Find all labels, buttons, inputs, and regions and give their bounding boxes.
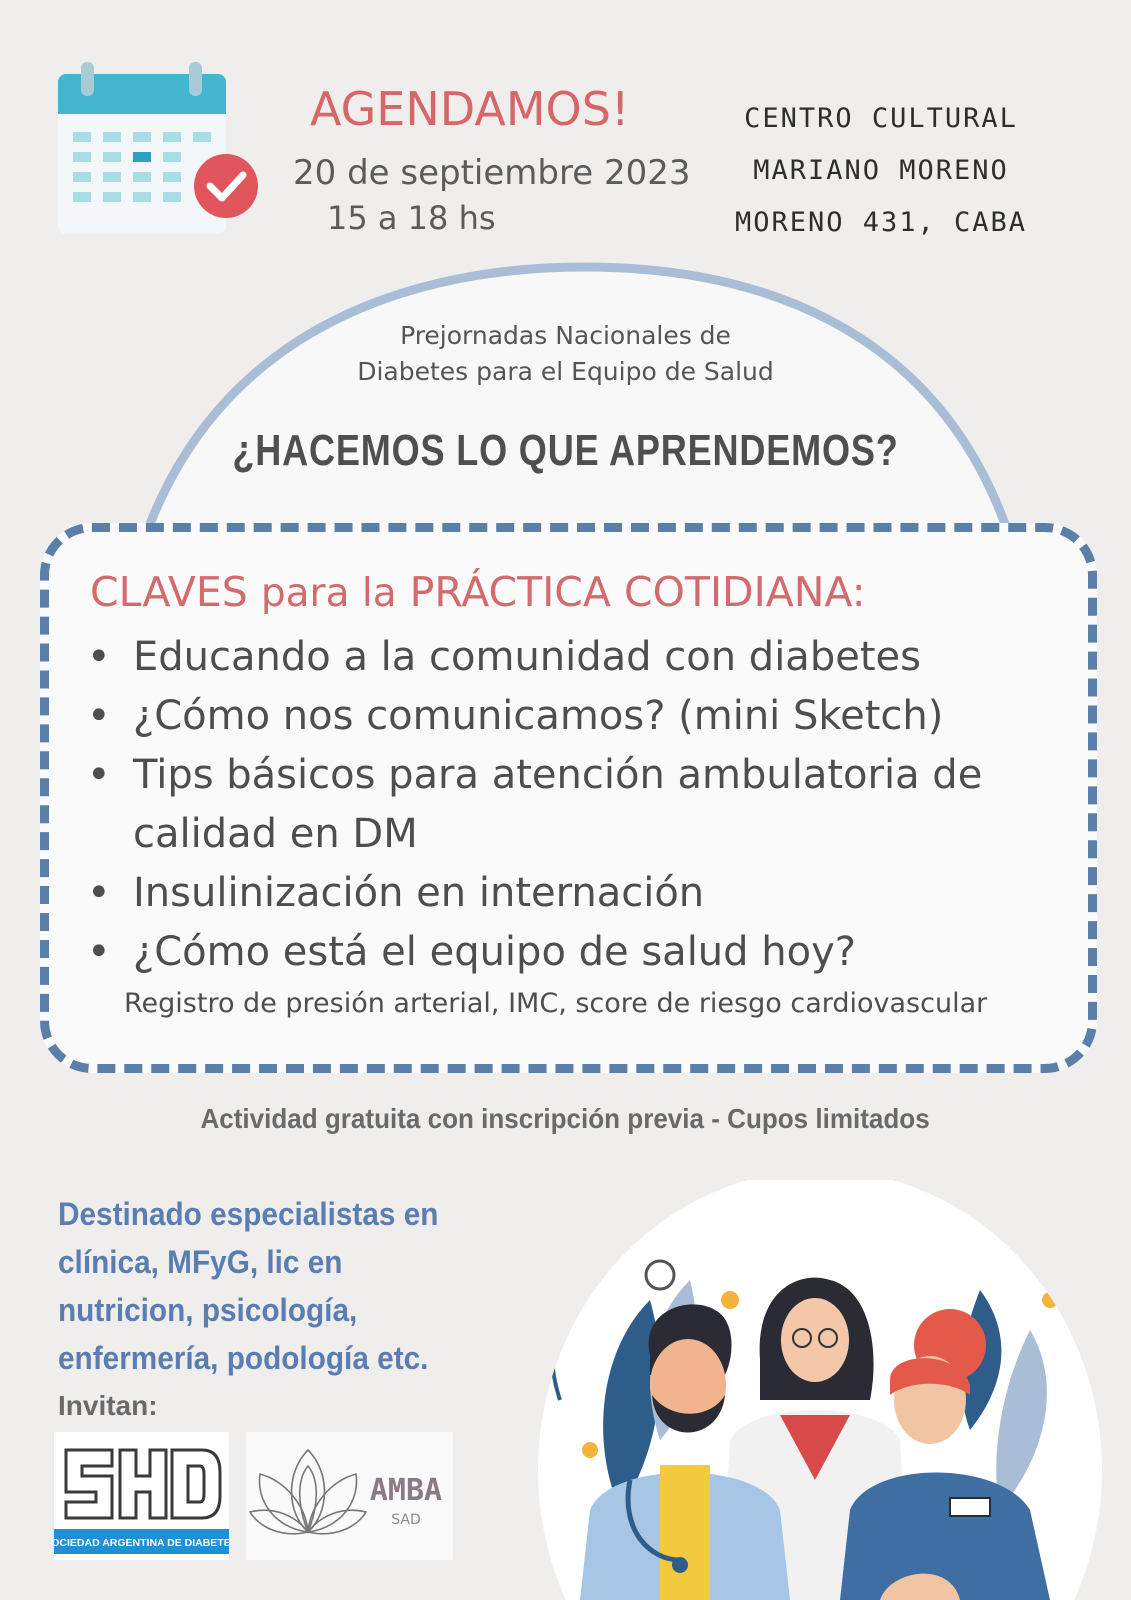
venue-line: MARIANO MORENO: [753, 155, 1009, 186]
list-item: • Insulinización en internación: [87, 870, 705, 916]
sad-banner-text: SOCIEDAD ARGENTINA DE DIABETES: [54, 1537, 229, 1549]
event-date: 20 de septiembre 2023: [293, 153, 691, 193]
amba-logo: [246, 1432, 453, 1560]
event-time: 15 a 18 hs: [327, 199, 496, 237]
health-team-illustration: [530, 1180, 1110, 1600]
venue-address: [721, 93, 1041, 249]
program-subnote: Registro de presión arterial, IMC, score de riesgo cardiovascular: [124, 988, 988, 1019]
list-item: • ¿Cómo nos comunicamos? (mini Sketch): [87, 693, 944, 739]
list-item: • Tips básicos para atención ambulatoria de calidad en DM: [87, 752, 983, 857]
sad-logo-mark: [54, 1432, 229, 1560]
invitan-label: Invitan:: [58, 1390, 158, 1421]
page-title: AGENDAMOS!: [310, 82, 630, 136]
venue-line: CENTRO CULTURAL: [744, 103, 1018, 134]
arch-decoration: [0, 262, 1131, 542]
program-list: [85, 628, 1085, 982]
program-heading: CLAVES para la PRÁCTICA COTIDIANA:: [90, 568, 866, 616]
list-item: • ¿Cómo está el equipo de salud hoy?: [87, 929, 856, 975]
calendar-check-icon: [55, 60, 265, 240]
amba-name: AMBA: [369, 1473, 443, 1508]
registration-notice: Actividad gratuita con inscripción previa - Cupos limitados: [200, 1103, 931, 1134]
venue-line: MORENO 431, CABA: [734, 207, 1028, 238]
event-name: Prejornadas Nacionales de Diabetes para el Equipo de Salud: [357, 321, 774, 386]
sad-logo: [54, 1432, 229, 1560]
lotus-logo-icon: [246, 1432, 453, 1560]
event-question: ¿HACEMOS LO QUE APRENDEMOS?: [232, 426, 899, 475]
list-item: • Educando a la comunidad con diabetes: [87, 634, 921, 680]
audience-text: Destinado especialistas en clínica, MFyG, lic en nutricion, psicología, enfermería, podología etc.: [58, 1196, 439, 1376]
amba-sub: SAD: [391, 1512, 421, 1528]
